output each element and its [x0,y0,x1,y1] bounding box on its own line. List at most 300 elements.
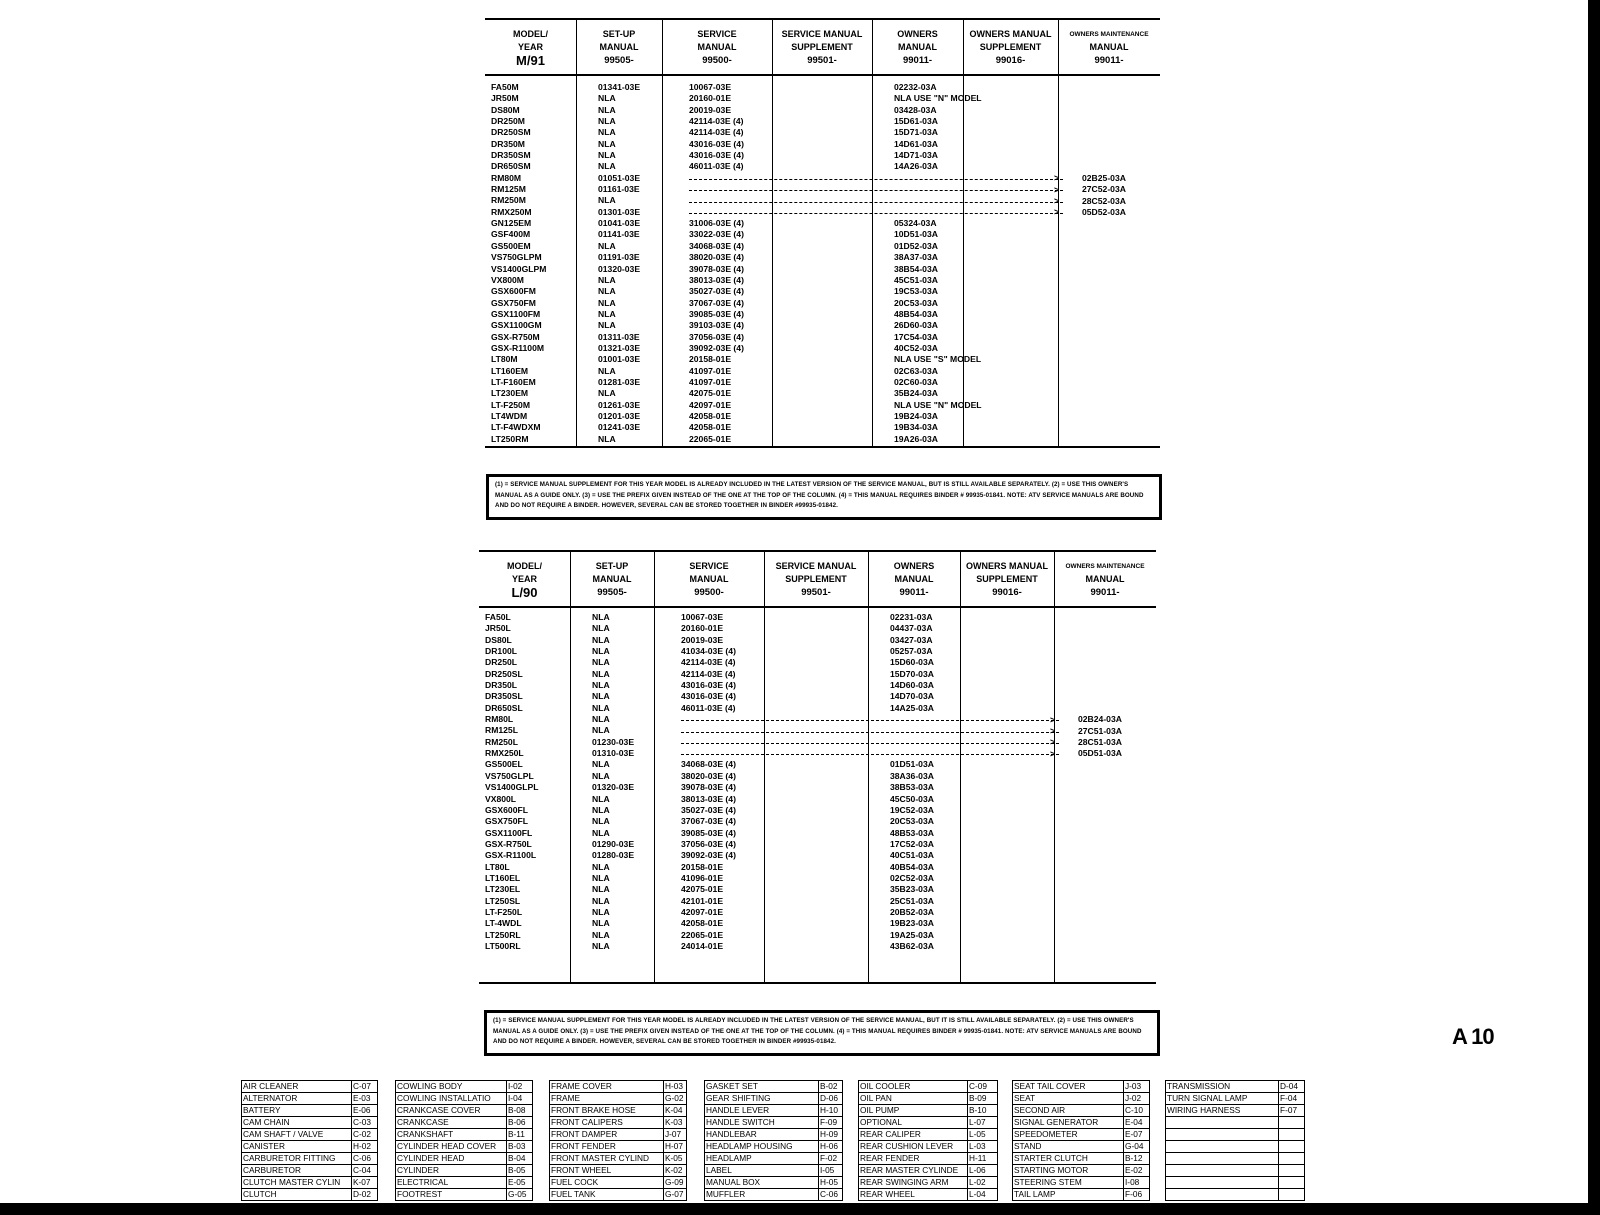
index-section-code: G-02 [663,1093,686,1104]
cell-owners: 01D51-03A [890,759,934,770]
cell-service: 46011-03E (4) [689,161,744,172]
index-section-code: E-07 [1123,1129,1149,1140]
column-header-model [485,28,576,67]
cell-owners: 19B23-03A [890,918,934,929]
index-section-code: H-07 [663,1141,686,1152]
index-row [705,1141,842,1153]
index-row [550,1117,686,1129]
cell-model: GS500EM [491,240,531,251]
index-part-name: STEERING STEM [1014,1177,1082,1187]
index-part-name: REAR FENDER [860,1153,920,1163]
index-row [396,1189,532,1200]
cell-model: DR650SM [491,161,531,172]
index-row [859,1117,997,1129]
cell-setup: NLA [592,770,610,781]
index-section-code: B-11 [506,1129,532,1140]
cell-service: 37056-03E (4) [689,331,744,342]
index-part-name: LABEL [706,1165,732,1175]
index-section-code: F-07 [1278,1105,1304,1116]
cell-owners: 19C53-03A [894,286,938,297]
cell-setup: 01280-03E [592,850,635,861]
cell-service: 20019-03E [681,634,724,645]
index-section-code: F-02 [818,1153,842,1164]
cell-model: DR650SL [485,702,523,713]
index-part-name: ELECTRICAL [397,1177,449,1187]
header-line: MANUAL [898,42,937,52]
cell-setup: NLA [598,388,616,399]
index-part-name: CRANKCASE [397,1117,449,1127]
index-section-code: K-03 [663,1117,686,1128]
cell-service: 41096-01E [681,872,724,883]
index-part-name: FUEL TANK [551,1189,596,1199]
cell-setup: NLA [598,93,616,104]
cell-owners: 48B53-03A [890,827,934,838]
header-line: 99011- [1090,587,1120,598]
cell-model: RM80L [485,714,514,725]
cell-model: LT250RM [491,433,529,444]
index-section-code: C-04 [351,1165,377,1176]
header-line: MANUAL [697,42,737,52]
index-row [242,1165,377,1177]
header-line: SUPPLEMENT [979,42,1042,52]
index-section-code: L-03 [967,1141,997,1152]
index-section-code: C-02 [351,1129,377,1140]
header-line: 99505- [597,587,627,598]
cell-setup: 01001-03E [598,354,641,365]
column-header-service [654,560,764,599]
column-header-service [662,28,772,67]
arrow-line [689,213,1063,214]
cell-model: LT-F160EM [491,376,536,387]
cell-owners: 35B24-03A [894,388,938,399]
cell-owners: 10D51-03A [894,229,938,240]
index-row [1013,1081,1149,1093]
cell-setup: NLA [598,320,616,331]
cell-owners: 19C52-03A [890,804,934,815]
cell-model: VS750GLPL [485,770,534,781]
cell-setup: NLA [592,940,610,951]
index-part-name: CRANKCASE COVER [397,1105,481,1115]
header-line: OWNERS [893,561,935,571]
cell-service: 43016-03E (4) [681,680,736,691]
index-part-name: CYLINDER HEAD [397,1153,465,1163]
index-row [1013,1189,1149,1200]
header-line: OWNERS MAINTENANCE [1065,563,1145,570]
index-section-code: J-02 [1123,1093,1149,1104]
cell-owners: NLA USE "S" MODEL [894,354,982,365]
header-line: OWNERS MANUAL [969,29,1052,39]
index-part-name: FRONT DAMPER [551,1129,618,1139]
cell-setup: NLA [592,668,610,679]
cell-service: 20160-01E [689,93,732,104]
index-part-name: CARBURETOR [243,1165,301,1175]
arrow-head: > [1054,173,1060,184]
table-bottom-rule [485,446,1160,448]
index-row [1013,1117,1149,1129]
header-line: SERVICE [697,29,737,39]
index-section-code: I-08 [1123,1177,1149,1188]
index-row [1013,1129,1149,1141]
index-part-name: SPEEDOMETER [1014,1129,1078,1139]
cell-owners: 19A25-03A [890,929,934,940]
header-line: MANUAL [689,574,729,584]
header-line: MANUAL [599,42,639,52]
index-section-code [1278,1117,1304,1128]
index-section-code: K-07 [351,1177,377,1188]
cell-setup: 01161-03E [598,184,640,195]
index-section-code: L-05 [967,1129,997,1140]
cell-service: 38020-03E (4) [689,252,744,263]
cell-service: 39078-03E (4) [681,782,736,793]
index-part-name: WIRING HARNESS [1167,1105,1241,1115]
cell-owners: 14A26-03A [894,161,938,172]
index-part-name: CAM CHAIN [243,1117,290,1127]
cell-model: DS80L [485,634,512,645]
cell-service: 42101-01E [681,895,724,906]
cell-service: 42058-01E [689,422,732,433]
cell-setup: NLA [592,872,610,883]
index-section-code: D-02 [351,1189,377,1200]
cell-model: JR50L [485,623,511,634]
cell-setup: NLA [592,680,610,691]
cell-service: 10067-03E [689,82,732,92]
cell-owners: 15D71-03A [894,127,938,138]
index-section-code [1278,1141,1304,1152]
cell-owners: 17C52-03A [890,838,934,849]
cell-model: FA50L [485,612,511,622]
page-number: A 10 [1452,1024,1494,1049]
index-part-name: CLUTCH [243,1189,277,1199]
cell-owners: 15D70-03A [890,668,934,679]
index-section-code: E-06 [351,1105,377,1116]
cell-setup: 01051-03E [598,172,641,183]
index-section-code: I-04 [506,1093,532,1104]
cell-model: LT-4WDL [485,918,522,929]
cell-model: LT250RL [485,929,521,940]
index-part-name: FUEL COCK [551,1177,599,1187]
index-section-code: B-12 [1123,1153,1149,1164]
cell-setup: 01141-03E [598,229,640,240]
index-row [396,1129,532,1141]
index-section-code: E-02 [1123,1165,1149,1176]
cell-setup: NLA [592,861,610,872]
arrow-line [689,190,1063,191]
maintenance-manual-number: 05D52-03A [1082,206,1126,217]
cell-model: GSF400M [491,229,531,240]
header-line: SERVICE MANUAL [775,561,857,571]
cell-owners: NLA USE "N" MODEL [894,399,982,410]
cell-model: LT230EL [485,884,521,895]
index-section-code: C-03 [351,1117,377,1128]
index-part-name: OPTIONAL [860,1117,902,1127]
index-row [550,1165,686,1177]
index-section-code: H-11 [967,1153,997,1164]
index-section-code: F-04 [1278,1093,1304,1104]
cell-setup: NLA [592,918,610,929]
cell-model: LT4WDM [491,410,528,421]
cell-setup: 01321-03E [598,342,641,353]
cell-setup: NLA [598,286,616,297]
index-section-code: G-05 [506,1189,532,1200]
column-divider [662,18,663,446]
index-row [1013,1165,1149,1177]
cell-owners: 20C53-03A [894,297,938,308]
cell-setup: 01320-03E [592,782,635,793]
index-part-name: REAR MASTER CYLINDE [860,1165,959,1175]
cell-owners: 40C52-03A [894,342,938,353]
cell-owners: 38B54-03A [894,263,938,274]
header-line: 99505- [604,55,634,66]
header-line: OWNERS MAINTENANCE [1069,31,1149,38]
column-divider [1058,18,1059,446]
header-line: 99500- [694,587,724,598]
header-line: YEAR [511,574,537,584]
index-part-name: OIL PAN [860,1093,892,1103]
cell-owners: 20B52-03A [890,906,934,917]
cell-owners: 02231-03A [890,612,933,622]
cell-setup: NLA [592,691,610,702]
cell-owners: 48B54-03A [894,308,938,319]
index-column [395,1080,533,1201]
index-row [859,1153,997,1165]
cell-setup: NLA [598,127,616,138]
index-row [550,1153,686,1165]
index-section-code: C-06 [351,1153,377,1164]
index-row [705,1189,842,1200]
cell-model: LT80L [485,861,510,872]
arrow-line [689,202,1063,203]
cell-model: DR350SL [485,691,523,702]
cell-setup: NLA [592,929,610,940]
cell-setup: 01310-03E [592,748,635,759]
index-section-code: B-10 [967,1105,997,1116]
cell-model: JR50M [491,93,519,104]
cell-owners: 17C54-03A [894,331,938,342]
cell-setup: NLA [592,646,610,657]
index-part-name: FRAME COVER [551,1081,612,1091]
cell-owners: 14D71-03A [894,150,938,161]
index-row [859,1141,997,1153]
index-part-name: SIGNAL GENERATOR [1014,1117,1099,1127]
cell-model: GSX-R1100M [491,342,545,353]
index-row [1166,1177,1304,1189]
index-row [1013,1141,1149,1153]
header-line: 99011- [902,55,933,66]
index-section-code: B-09 [967,1093,997,1104]
column-divider [764,550,765,982]
cell-service: 38013-03E (4) [681,793,736,804]
index-section-code: C-10 [1123,1105,1149,1116]
index-section-code: G-04 [1123,1141,1149,1152]
index-section-code: H-03 [663,1081,686,1092]
index-row [242,1105,377,1117]
index-section-code: H-10 [818,1105,842,1116]
cell-model: RMX250L [485,748,524,759]
cell-setup: NLA [592,657,610,668]
cell-owners: 25C51-03A [890,895,934,906]
index-part-name: OIL PUMP [860,1105,900,1115]
index-row [396,1153,532,1165]
cell-setup: NLA [592,623,610,634]
column-setup [592,612,634,952]
index-section-code: F-06 [1123,1189,1149,1200]
index-part-name: HANDLE SWITCH [706,1117,775,1127]
index-section-code [1278,1153,1304,1164]
column-header-owners-supp [963,28,1058,67]
index-part-name: CANISTER [243,1141,285,1151]
cell-service: 42097-01E [689,399,732,410]
index-row [550,1129,686,1141]
cell-model: RM125M [491,184,526,195]
column-model [491,82,546,445]
cell-service: 20158-01E [689,354,732,365]
cell-model: DR350SM [491,150,531,161]
cell-owners: 03427-03A [890,634,933,645]
index-column [858,1080,998,1201]
cell-model: VS1400GLPL [485,782,539,793]
cell-service: 22065-01E [681,929,724,940]
index-section-code: B-03 [506,1141,532,1152]
column-divider [1054,550,1055,982]
index-section-code: H-05 [818,1177,842,1188]
index-row [859,1093,997,1105]
cell-service: 34068-03E (4) [681,759,736,770]
index-row [1013,1105,1149,1117]
cell-model: GSX600FM [491,286,536,297]
arrow-head: > [1050,748,1056,759]
index-section-code: K-04 [663,1105,686,1116]
footnote-box-m91: (1) = SERVICE MANUAL SUPPLEMENT FOR THIS YEAR MODEL IS ALREADY INCLUDED IN THE LATEST VERSION OF THE SERVICE MANUAL, BUT IS STILL AVAILABLE SEPARATELY. (2) = USE THIS OWNER'S MANUAL AS A GUIDE ONLY. (3) = USE THE PREFIX GIVEN INSTEAD OF THE ONE AT THE TOP OF THE COLUMN. (4) = THIS MANUAL REQUIRES BINDER # 99935-01841. NOTE: ATV SERVICE MANUALS ARE BOUND AND DO NOT REQUIRE A BINDER. HOWEVER, SEVERAL CAN BE STORED TOGETHER IN BINDER #99935-01842. [486,474,1162,520]
cell-setup: NLA [592,612,610,622]
cell-setup: 01290-03E [592,838,635,849]
index-part-name: MANUAL BOX [706,1177,761,1187]
cell-model: LT80M [491,354,518,365]
cell-service: 42058-01E [681,918,724,929]
cell-service: 38013-03E (4) [689,274,744,285]
cell-setup: NLA [592,895,610,906]
index-row [705,1177,842,1189]
column-divider [576,18,577,446]
index-section-code: C-09 [967,1081,997,1092]
cell-service: 31006-03E (4) [689,218,744,229]
arrow-head: > [1054,184,1060,195]
index-part-name: FRONT FENDER [551,1141,616,1151]
index-column [1012,1080,1150,1201]
index-row [859,1189,997,1200]
index-part-name: CLUTCH MASTER CYLIN [243,1177,341,1187]
index-row [705,1081,842,1093]
index-row [1166,1165,1304,1177]
arrow-line [689,179,1063,180]
cell-service: 41097-01E [689,376,732,387]
cell-owners: 45C51-03A [894,274,938,285]
cell-setup: NLA [592,714,610,725]
cell-service: 43016-03E (4) [689,150,744,161]
maintenance-manual-number: 28C52-03A [1082,195,1126,206]
cell-model: DR250SM [491,127,531,138]
arrow-line [681,743,1059,744]
header-line: 99501- [801,587,831,598]
cell-owners: 26D60-03A [894,320,938,331]
index-section-code: H-06 [818,1141,842,1152]
index-part-name: FRAME [551,1093,581,1103]
index-part-name: HEADLAMP HOUSING [706,1141,793,1151]
index-row [1166,1093,1304,1105]
maintenance-manual-number: 27C52-03A [1082,184,1126,195]
cell-service: 42114-03E (4) [681,657,736,668]
index-part-name: TURN SIGNAL LAMP [1167,1093,1248,1103]
index-row [1013,1177,1149,1189]
cell-owners: NLA USE "N" MODEL [894,93,982,104]
index-row [550,1093,686,1105]
index-section-code: G-09 [663,1177,686,1188]
index-part-name: STAND [1014,1141,1042,1151]
cell-setup: NLA [598,365,616,376]
header-line: MANUAL [592,574,632,584]
cell-setup: NLA [598,195,616,206]
column-service [681,612,736,952]
index-row [396,1081,532,1093]
index-column [704,1080,843,1201]
header-line: SET-UP [602,29,636,39]
cell-service: 42114-03E (4) [689,116,744,127]
cell-service: 10067-03E [681,612,724,622]
maintenance-manual-number: 05D51-03A [1078,748,1122,759]
cell-model: VS1400GLPM [491,263,547,274]
arrow-line [681,732,1059,733]
cell-service: 35027-03E (4) [689,286,744,297]
index-part-name: TRANSMISSION [1167,1081,1231,1091]
cell-model: RM250M [491,195,526,206]
cell-model: FA50M [491,82,519,92]
index-part-name: REAR CALIPER [860,1129,921,1139]
index-part-name: COWLING BODY [397,1081,463,1091]
header-line: MODEL/ [513,29,548,39]
column-header-owners-maint [1058,28,1160,67]
cell-owners: 01D52-03A [894,240,938,251]
index-section-code: L-06 [967,1165,997,1176]
column-model [485,612,539,952]
cell-model: RM125L [485,725,518,736]
index-section-code: D-06 [818,1093,842,1104]
cell-owners: 04437-03A [890,623,933,634]
index-part-name: CARBURETOR FITTING [243,1153,336,1163]
cell-owners: 38A36-03A [890,770,934,781]
model-year-code: M/91 [516,53,545,68]
index-row [859,1105,997,1117]
index-row [396,1117,532,1129]
index-section-code [1278,1189,1304,1200]
index-part-name: SEAT TAIL COVER [1014,1081,1086,1091]
index-row [1166,1129,1304,1141]
index-part-name: FRONT MASTER CYLIND [551,1153,650,1163]
column-divider [654,550,655,982]
column-header-supplement [772,28,872,67]
cell-owners: 14D70-03A [890,691,934,702]
cell-service: 38020-03E (4) [681,770,736,781]
index-section-code [1278,1177,1304,1188]
cell-owners: 02232-03A [894,82,937,92]
header-line: 99500- [702,55,732,66]
cell-setup: 01341-03E [598,82,641,92]
index-row [396,1093,532,1105]
cell-owners: 14A25-03A [890,702,934,713]
page-border-right [1588,0,1600,1215]
column-header-supplement [764,560,868,599]
cell-owners: 19B34-03A [894,422,938,433]
cell-setup: NLA [598,274,616,285]
cell-model: GSX-R1100L [485,850,537,861]
